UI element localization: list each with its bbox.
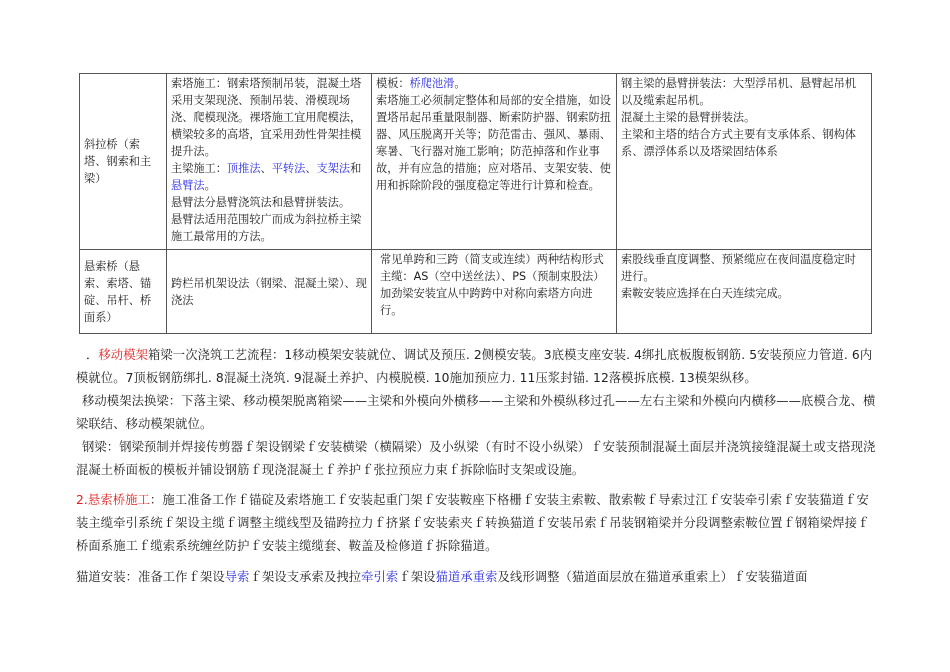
bridge-construction-table — [79, 73, 872, 334]
cell-structure — [372, 250, 617, 334]
link-swivel-method[interactable]: 平转法 — [271, 162, 306, 175]
cell-girder-assembly — [617, 74, 872, 250]
table-row — [80, 74, 872, 250]
saddle-install-text: 索鞍安装应选择在白天连续完成。 — [621, 287, 789, 300]
tower-construction-text: 索塔施工：钢索塔预制吊装，混凝土塔采用支架现浇、预制吊装、滑模现场浇、爬模现浇。裸塔施工宜用爬模法，横梁较多的高塔，宜采用劲性骨架挂模提升法。 — [171, 77, 362, 158]
cantilever-usage-text: 悬臂法适用范围较广而成为斜拉桥主梁施工最常用的方法。 — [171, 213, 362, 243]
link-falsework-method[interactable]: 支架法 — [316, 162, 351, 175]
link-formwork-types[interactable]: 桥爬池滑 — [409, 77, 455, 90]
steel-girder-text: 钢主梁的悬臂拼装法：大型浮吊机、悬臂起吊机以及缆索起吊机。 — [621, 77, 856, 107]
link-traction-rope[interactable]: 牵引索 — [361, 570, 399, 584]
cell-safety — [372, 74, 617, 250]
cell-bridge-type — [80, 74, 167, 250]
bridge-type-label: 悬索桥（悬索、索塔、锚碇、吊杆、桥面系） — [84, 259, 152, 324]
safety-measures-text: 索塔施工必须制定整体和局部的安全措施，如设置塔吊起吊重量限制器、断索防护器、钢索防扭器、风压脱离开关等；防范雷击、强风、暴雨、寒暑、飞行器对施工影响；防范掉落和作业事故，并有应急的措施；应对塔吊、支架安装、使用和拆除阶段的强度稳定等进行计算和检查。 — [376, 94, 611, 192]
table-row — [80, 250, 872, 334]
structure-form-text: 常见单跨和三跨（简支或连续）两种结构形式 — [380, 253, 604, 266]
paragraph-catwalk: 猫道安装：准备工作ｆ架设导索ｆ架设支承索及拽拉牵引索ｆ架设猫道承重索及线形调整（猫道面层放在猫道承重索上）ｆ安装猫道面 — [76, 570, 808, 584]
cell-cable-notes — [617, 250, 872, 334]
cell-method — [167, 74, 372, 250]
link-cantilever-method[interactable]: 悬臂法 — [171, 179, 205, 192]
cantilever-types-text: 悬臂法分悬臂浇筑法和悬臂拼装法。 — [171, 196, 351, 209]
paragraph-movable-scaffold: ．移动模架箱梁一次浇筑工艺流程：1移动模架安装就位、调试及预压. 2侧模安装。3底模支座安装. 4绑扎底板腹板钢筋. 5安装预应力管道. 6内模就位。7顶板钢筋绑扎. 8混凝土浇筑. 9混凝土养护、内模脱模. 10施加预应力. 11压浆封锚. 12落模拆底模. 13模架纵移。 — [76, 348, 873, 385]
link-catwalk-bearing-rope[interactable]: 猫道承重索 — [435, 570, 498, 584]
link-pilot-rope[interactable]: 导索 — [224, 570, 250, 584]
concrete-girder-text: 混凝土主梁的悬臂拼装法。 — [621, 111, 756, 124]
cable-adjust-text: 索股线垂直度调整、预紧缆应在夜间温度稳定时进行。 — [621, 253, 856, 283]
bridge-type-label: 斜拉桥（索塔、钢索和主梁） — [84, 138, 152, 185]
connection-system-text: 主梁和主塔的结合方式主要有支承体系、钢构体系、漂浮体系以及塔梁固结体系 — [621, 128, 856, 158]
formwork-text: 模板：桥爬池滑。 — [376, 77, 466, 90]
paragraph-suspension-construction: 2.悬索桥施工：施工准备工作ｆ锚碇及索塔施工ｆ安装起重门架ｆ安装鞍座下格栅ｆ安装主索鞍、散索鞍ｆ导索过江ｆ安装牵引索ｆ安装猫道ｆ安装主缆牵引系统ｆ架设主缆ｆ调整主缆线型及锚跨拉力ｆ挤紧ｆ安装索夹ｆ转换猫道ｆ安装吊索ｆ吊装钢箱梁并分段调整索鞍位置ｆ钢箱梁焊接ｆ桥面系施工ｆ缆索系统缠丝防护ｆ安装主缆缆套、鞍盖及检修道ｆ拆除猫道。 — [76, 493, 870, 553]
highlight-suspension-construction: 2.悬索桥施工 — [76, 493, 150, 507]
girder-construction-text: 主梁施工：顶推法、平转法、支架法和悬臂法。 — [171, 162, 362, 192]
suspension-method-text: 跨栏吊机架设法（钢梁、混凝土梁）、现浇法 — [171, 276, 367, 307]
cell-method — [167, 250, 372, 334]
paragraph-steel-girder: 钢梁：钢梁预制并焊接传剪器ｆ架设钢梁ｆ安装横梁（横隔梁）及小纵梁（有时不设小纵梁）ｆ安装预制混凝土面层并浇筑接缝混凝土或支搭现浇混凝土桥面板的模板并铺设钢筋ｆ现浇混凝土ｆ养护ｆ张拉预应力束ｆ拆除临时支架或设施。 — [76, 440, 876, 477]
cell-bridge-type — [80, 250, 167, 334]
highlight-movable-scaffold: 移动模架 — [98, 348, 148, 362]
link-incremental-launching[interactable]: 顶推法 — [226, 162, 261, 175]
main-cable-text: 主缆：AS（空中送丝法）、PS（预制束股法）加劲梁安装宜从中跨跨中对称向索塔方向进行。 — [380, 270, 605, 317]
paragraph-scaffold-beam-change: 移动模架法换梁：下落主梁、移动模架脱离箱梁——主梁和外模向外横移——主梁和外模纵移过孔——左右主梁和外模向内横移——底模合龙、横梁联结、移动模架就位。 — [76, 394, 876, 431]
